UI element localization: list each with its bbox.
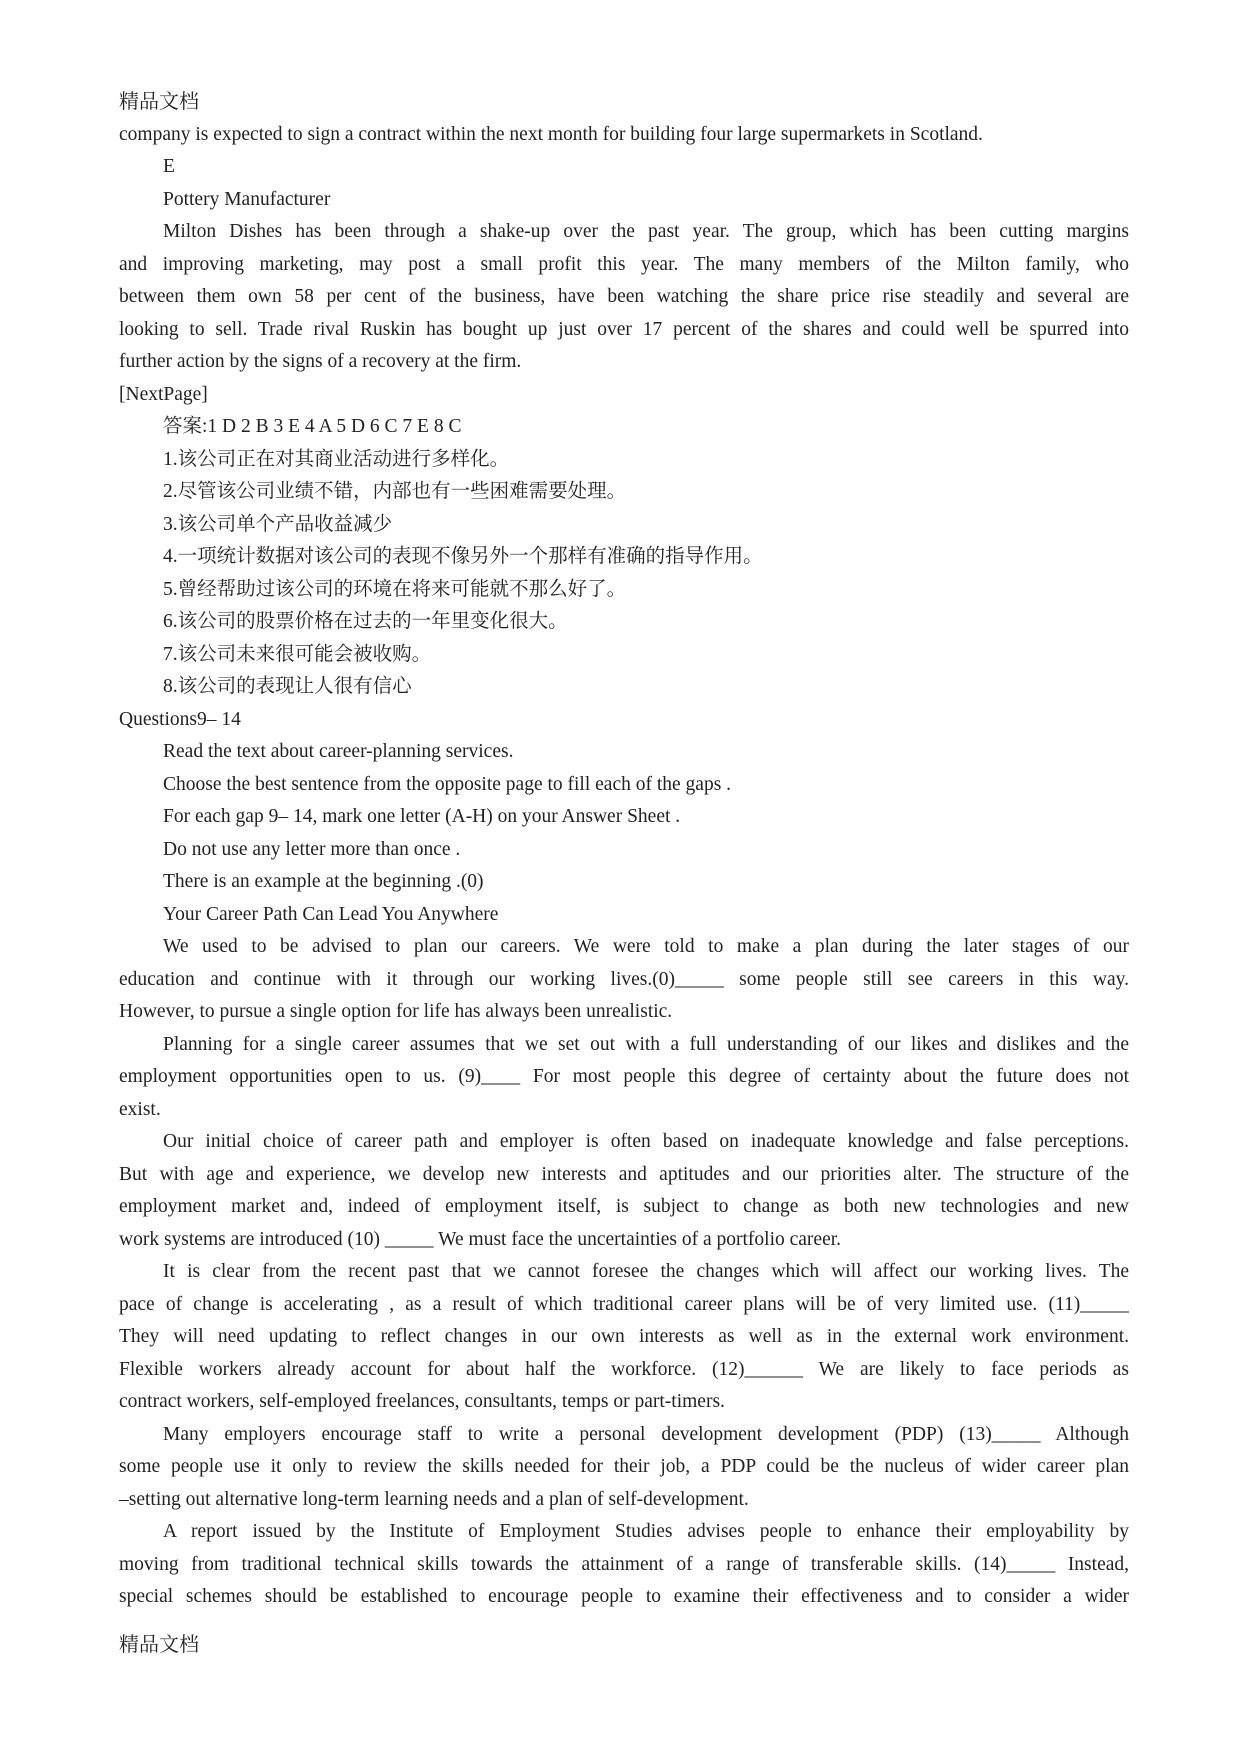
text-line: 2.尽管该公司业绩不错，内部也有一些困难需要处理。 xyxy=(163,481,627,502)
document-body xyxy=(119,86,1129,1614)
page-header: 精品文档 xyxy=(119,91,199,113)
text-line: moving from traditional technical skills towards the attainment of a range of transferable skills. (14)_____ Instead, xyxy=(119,1553,1129,1575)
text-line: 5.曾经帮助过该公司的环境在将来可能就不那么好了。 xyxy=(163,578,627,600)
text-line: We used to be advised to plan our careers. We were told to make a plan during the later stages of our xyxy=(163,936,1129,957)
text-line: Do not use any letter more than once . xyxy=(163,838,461,860)
text-line: Flexible workers already account for about half the workforce. (12)______ We are likely to face periods as xyxy=(119,1358,1129,1380)
text-line: It is clear from the recent past that we cannot foresee the changes which will affect our working lives. The xyxy=(163,1261,1129,1282)
text-line: and improving marketing, may post a small profit this year. The many members of the Milton family, who xyxy=(119,253,1129,275)
text-line: For each gap 9– 14, mark one letter (A-H) on your Answer Sheet . xyxy=(163,806,681,827)
text-line: 8.该公司的表现让人很有信心 xyxy=(163,676,412,697)
text-line: Our initial choice of career path and employer is often based on inadequate knowledge and false perceptions. xyxy=(163,1131,1129,1152)
text-line: Milton Dishes has been through a shake-up over the past year. The group, which has been cutting margins xyxy=(163,221,1129,242)
text-line: some people use it only to review the skills needed for their job, a PDP could be the nucleus of wider career plan xyxy=(119,1456,1129,1477)
text-line: Your Career Path Can Lead You Anywhere xyxy=(163,903,499,925)
text-line: Choose the best sentence from the opposite page to fill each of the gaps . xyxy=(163,773,732,795)
text-line: 6.该公司的股票价格在过去的一年里变化很大。 xyxy=(163,611,568,632)
text-line: However, to pursue a single option for life has always been unrealistic. xyxy=(119,1001,673,1022)
text-line: 3.该公司单个产品收益减少 xyxy=(163,513,393,535)
text-line: Pottery Manufacturer xyxy=(163,188,331,210)
text-line: E xyxy=(163,156,175,177)
text-line: work systems are introduced (10) _____ We must face the uncertainties of a portfolio career. xyxy=(119,1228,842,1250)
text-line: between them own 58 per cent of the business, have been watching the share price rise steadily and several are xyxy=(119,286,1129,307)
page-footer: 精品文档 xyxy=(119,1634,199,1656)
text-line: Read the text about career-planning services. xyxy=(163,741,514,762)
text-line: There is an example at the beginning .(0) xyxy=(163,871,484,892)
text-line: looking to sell. Trade rival Ruskin has bought up just over 17 percent of the shares and could well be spurred into xyxy=(119,318,1129,340)
text-line: further action by the signs of a recovery at the firm. xyxy=(119,351,522,372)
text-line: employment market and, indeed of employment itself, is subject to change as both new technologies and new xyxy=(119,1196,1129,1217)
text-line: They will need updating to reflect changes in our own interests as well as in the external work environment. xyxy=(119,1326,1129,1347)
text-line: special schemes should be established to encourage people to examine their effectiveness and to consider a wider xyxy=(119,1586,1129,1607)
text-line: A report issued by the Institute of Employment Studies advises people to enhance their employability by xyxy=(163,1521,1129,1542)
text-line: [NextPage] xyxy=(119,383,208,405)
text-line: Many employers encourage staff to write a personal development development (PDP) (13)_____ Although xyxy=(163,1423,1129,1445)
text-line: company is expected to sign a contract within the next month for building four large supermarkets in Scotland. xyxy=(119,123,983,145)
text-line: Planning for a single career assumes that we set out with a full understanding of our likes and dislikes and the xyxy=(163,1033,1129,1055)
text-line: employment opportunities open to us. (9)____ For most people this degree of certainty about the future does not xyxy=(119,1066,1129,1087)
text-line: 1.该公司正在对其商业活动进行多样化。 xyxy=(163,448,510,470)
text-line: 7.该公司未来很可能会被收购。 xyxy=(163,643,432,665)
text-line: pace of change is accelerating , as a result of which traditional career plans will be of very limited use. (11)_____ xyxy=(119,1293,1129,1315)
text-line: exist. xyxy=(119,1098,161,1120)
text-line: education and continue with it through our working lives.(0)_____ some people still see careers in this way. xyxy=(119,968,1129,990)
text-line: –setting out alternative long-term learning needs and a plan of self-development. xyxy=(119,1488,749,1510)
text-lines xyxy=(119,119,1129,1614)
text-line: 答案:1 D 2 B 3 E 4 A 5 D 6 C 7 E 8 C xyxy=(163,416,462,437)
text-line: 4.一项统计数据对该公司的表现不像另外一个那样有准确的指导作用。 xyxy=(163,546,763,567)
text-line: But with age and experience, we develop new interests and aptitudes and our priorities alter. The structure of the xyxy=(119,1163,1129,1185)
text-line: Questions9– 14 xyxy=(119,708,241,730)
text-line: contract workers, self-employed freelances, consultants, temps or part-timers. xyxy=(119,1391,725,1412)
